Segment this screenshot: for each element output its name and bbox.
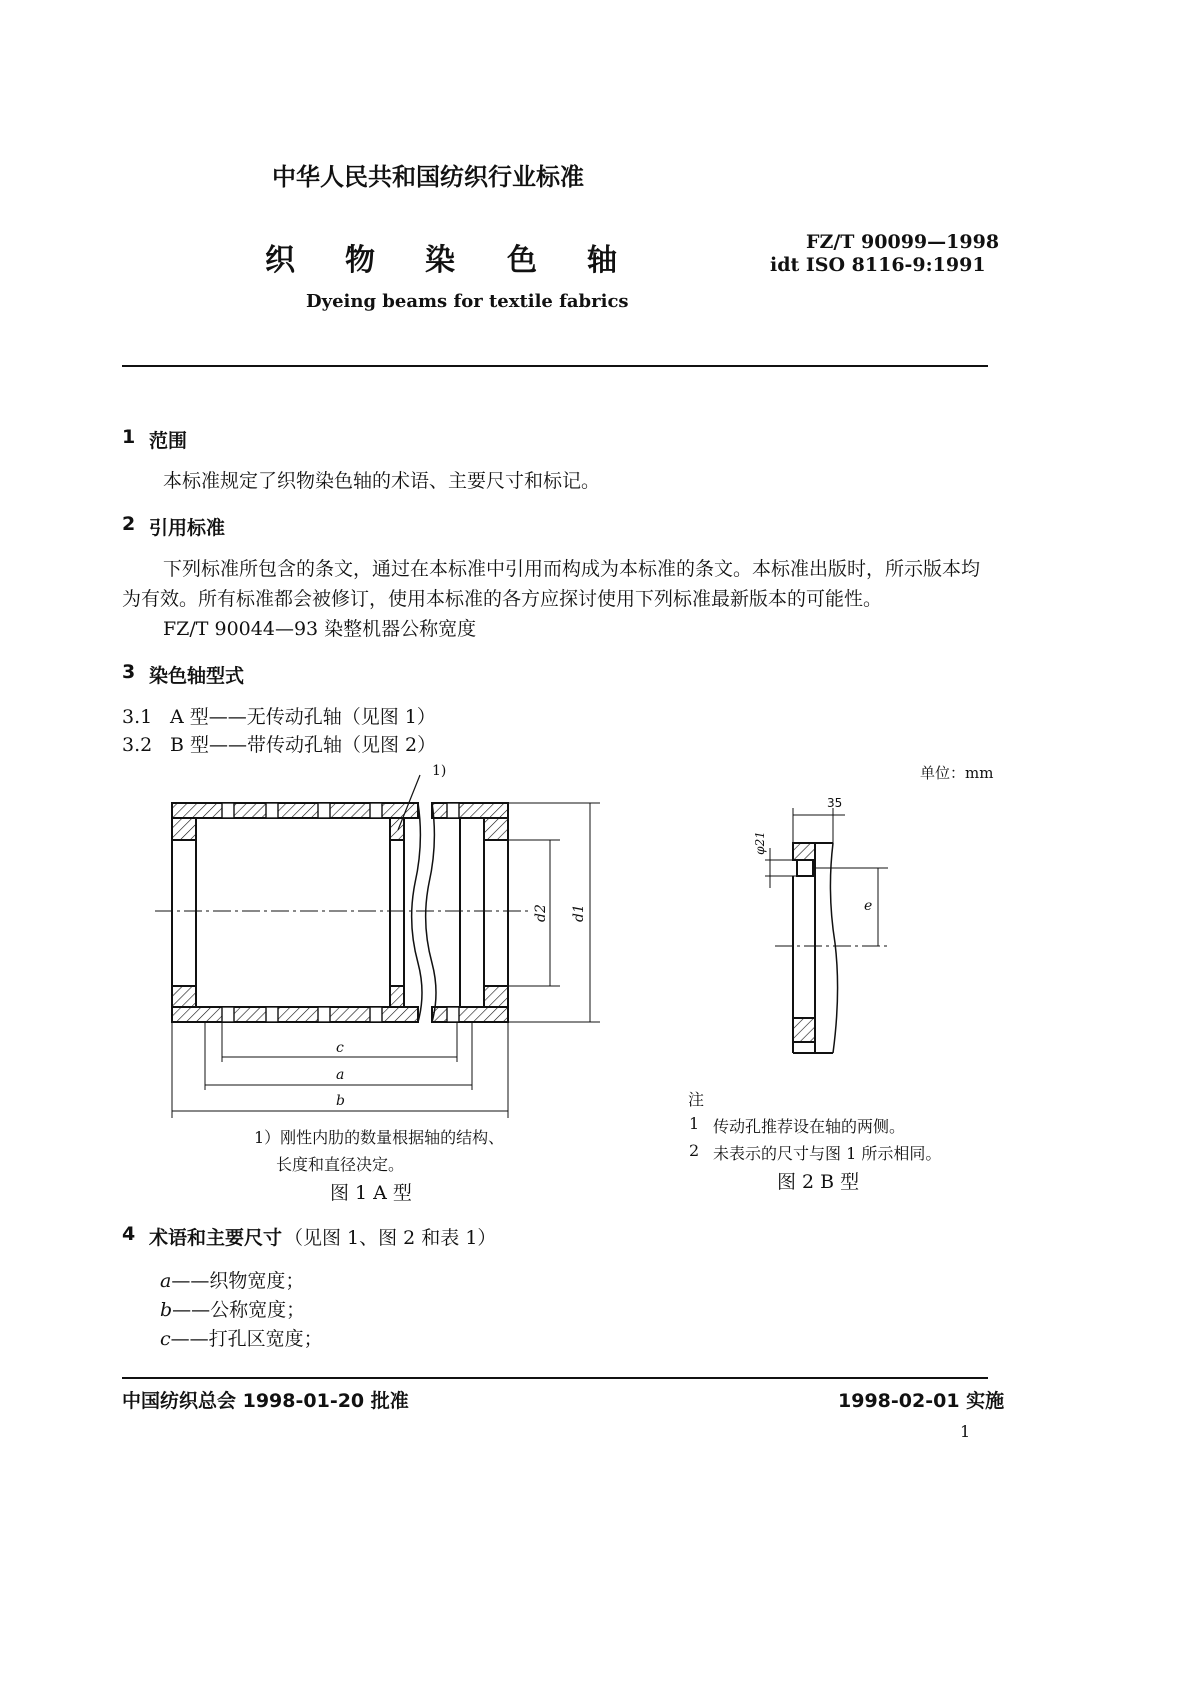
doc-title-char-4: 色 bbox=[507, 243, 537, 278]
dimension-phi21-label: φ21 bbox=[752, 831, 767, 855]
section-1-title: 范围 bbox=[149, 430, 188, 452]
section-2-title: 引用标准 bbox=[149, 517, 226, 539]
figure-1-footnote-marker: 1) bbox=[432, 763, 447, 779]
figure-2-note-2-number: 2 bbox=[689, 1141, 700, 1160]
section-1-text: 本标准规定了织物染色轴的术语、主要尺寸和标记。 bbox=[163, 470, 601, 492]
doc-title-char-5: 轴 bbox=[587, 243, 617, 278]
section-3-2-number: 3.2 bbox=[122, 734, 153, 756]
footer-rule bbox=[122, 1377, 988, 1379]
term-a-definition: ——织物宽度； bbox=[171, 1270, 305, 1292]
figure-2-note-1: 传动孔推荐设在轴的两侧。 bbox=[713, 1117, 906, 1136]
term-c-symbol: c bbox=[160, 1328, 171, 1350]
section-4-title-rest: （见图 1、图 2 和表 1） bbox=[284, 1227, 497, 1249]
figure-1-footnote-line1: 1）刚性内肋的数量根据轴的结构、 bbox=[254, 1128, 505, 1147]
page-number: 1 bbox=[960, 1422, 971, 1441]
section-2-text-line2: 为有效。所有标准都会被修订，使用本标准的各方应探讨使用下列标准最新版本的可能性。 bbox=[122, 588, 883, 610]
section-3-1-text: A 型——无传动孔轴（见图 1） bbox=[170, 706, 436, 728]
dimension-d1-label: d1 bbox=[570, 904, 587, 922]
dimension-35-label: 35 bbox=[827, 796, 843, 810]
doc-title-char-2: 物 bbox=[345, 243, 375, 278]
unit-label: 单位：mm bbox=[920, 764, 994, 782]
dimension-e-label: e bbox=[864, 898, 873, 914]
section-4-title: 术语和主要尺寸 bbox=[149, 1227, 283, 1249]
section-2-reference: FZ/T 90044—93 染整机器公称宽度 bbox=[163, 618, 477, 640]
figure-2-note-head: 注 bbox=[688, 1090, 705, 1109]
term-b bbox=[160, 1295, 305, 1322]
section-3-title: 染色轴型式 bbox=[149, 665, 245, 687]
section-3-1-number: 3.1 bbox=[122, 706, 153, 728]
section-2-number: 2 bbox=[122, 513, 136, 535]
term-c-definition: ——打孔区宽度； bbox=[170, 1328, 323, 1350]
english-title: Dyeing beams for textile fabrics bbox=[306, 291, 629, 312]
figure-1-footnote-line2: 长度和直径决定。 bbox=[276, 1155, 405, 1174]
org-standard-title: 中华人民共和国纺织行业标准 bbox=[272, 163, 584, 191]
figure-2-note-1-number: 1 bbox=[689, 1114, 700, 1133]
approval-date: 中国纺织总会 1998-01-20 批准 bbox=[122, 1390, 409, 1412]
term-b-definition: ——公称宽度； bbox=[172, 1299, 306, 1321]
figure-2-geometry bbox=[765, 808, 888, 1053]
section-3-number: 3 bbox=[122, 661, 136, 683]
section-2-text-line1: 下列标准所包含的条文，通过在本标准中引用而构成为本标准的条文。本标准出版时，所示版本均 bbox=[163, 558, 981, 580]
dimension-d2-label: d2 bbox=[532, 904, 549, 922]
idt-reference: idt ISO 8116-9:1991 bbox=[770, 254, 986, 276]
figure-1-caption: 图 1 A 型 bbox=[330, 1182, 412, 1204]
beam-a-geometry bbox=[155, 775, 600, 1118]
standard-number: FZ/T 90099—1998 bbox=[806, 231, 1000, 253]
dimension-c-label: c bbox=[336, 1040, 344, 1056]
section-1-number: 1 bbox=[122, 426, 136, 448]
figure-2-note-2: 未表示的尺寸与图 1 所示相同。 bbox=[713, 1144, 942, 1163]
term-a bbox=[160, 1266, 304, 1293]
doc-title-char-1: 织 bbox=[265, 243, 295, 278]
doc-title-char-3: 染 bbox=[425, 243, 455, 278]
effective-date: 1998-02-01 实施 bbox=[838, 1390, 1005, 1412]
section-4-number: 4 bbox=[122, 1223, 136, 1245]
dimension-a-label: a bbox=[336, 1067, 345, 1083]
term-b-symbol: b bbox=[160, 1299, 173, 1321]
figure-2-caption: 图 2 B 型 bbox=[777, 1171, 860, 1193]
term-c bbox=[160, 1324, 323, 1351]
dimension-b-label: b bbox=[336, 1093, 345, 1109]
section-3-2-text: B 型——带传动孔轴（见图 2） bbox=[170, 734, 437, 756]
term-a-symbol: a bbox=[160, 1270, 172, 1292]
